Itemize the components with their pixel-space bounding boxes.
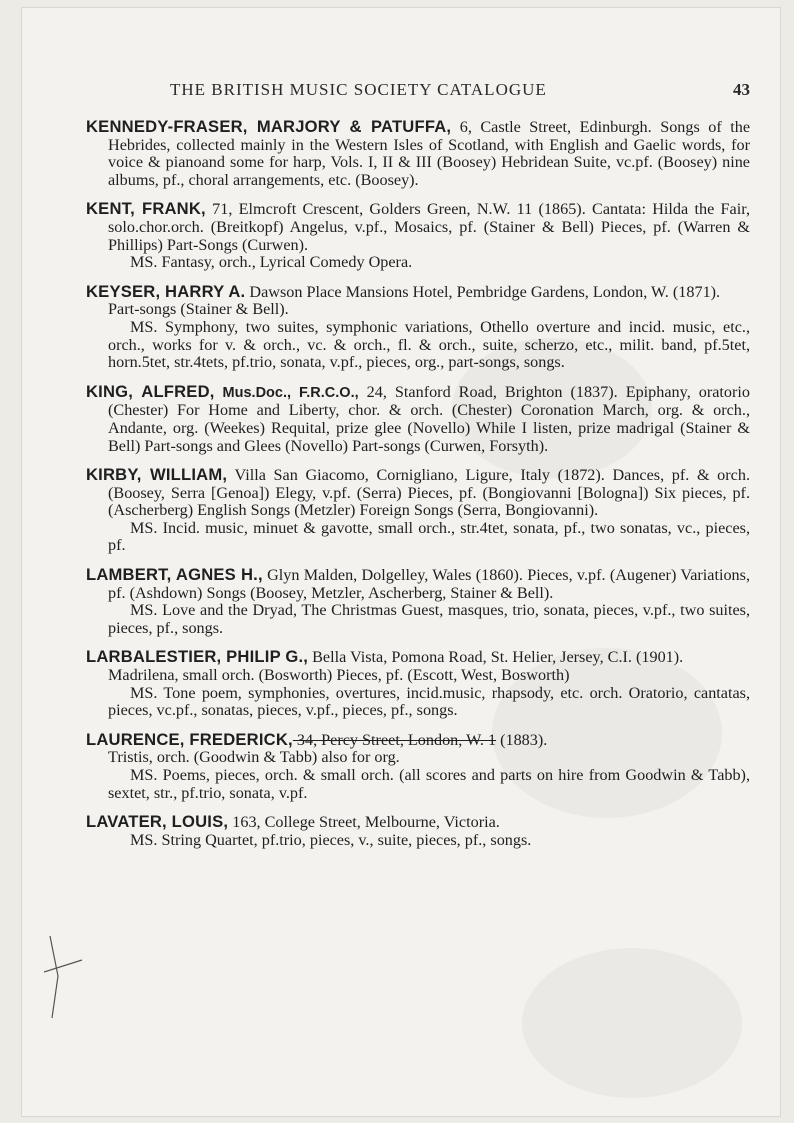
published-works: Tristis, orch. (Goodwin & Tabb) also for org. xyxy=(108,748,400,767)
entry-larbalestier xyxy=(86,648,750,719)
manuscript-works: MS. Fantasy, orch., Lyrical Comedy Opera. xyxy=(130,253,413,272)
manuscript-works: MS. Poems, pieces, orch. & small orch. (all scores and parts on hire from Goodwin & Tabb), sextet, str., pf.trio, sonata, v.pf. xyxy=(108,766,750,802)
entry-keyser xyxy=(86,283,750,372)
entry-king xyxy=(86,383,750,455)
manuscript-works: MS. Tone poem, symphonies, overtures, incid.music, rhapsody, etc. orch. Oratorio, cantatas, pieces, vc.pf., sonatas, pieces, v.pf., pieces, pf., songs. xyxy=(108,683,750,720)
published-works: Part-songs (Stainer & Bell). xyxy=(108,300,289,319)
pencil-mark-icon xyxy=(44,932,84,1022)
composer-name: LAVATER, LOUIS, xyxy=(86,812,229,832)
composer-name: LAURENCE, FREDERICK, xyxy=(86,729,293,749)
composer-address: 6, Castle Street, Edinburgh. xyxy=(451,118,652,136)
struck-address: 34, Percy Street, London, W. 1 xyxy=(292,730,497,749)
composer-credentials: Mus.Doc., F.R.C.O., xyxy=(214,384,359,401)
entry-lavater xyxy=(86,813,750,849)
composer-address: Villa San Giacomo, Cornigliano, Ligure, Italy (1872). xyxy=(227,466,605,485)
composer-address: (1883). xyxy=(496,730,548,749)
catalogue-title: THE BRITISH MUSIC SOCIETY CATALOGUE xyxy=(170,80,547,99)
composer-name: KIRBY, WILLIAM, xyxy=(86,465,228,485)
running-header xyxy=(170,80,750,100)
composer-name: KENNEDY-FRASER, MARJORY & PATUFFA, xyxy=(86,117,452,136)
entry-kirby xyxy=(86,466,750,555)
composer-name: LARBALESTIER, PHILIP G., xyxy=(86,647,309,667)
entry-laurence xyxy=(86,731,750,802)
entry-kent xyxy=(86,200,750,271)
published-works: Pieces, v.pf. (Augener) Variations, pf. (Ashdown) Songs (Boosey, Metzler, Ascherberg, Stainer & Bell). xyxy=(108,566,750,602)
composer-address: Bella Vista, Pomona Road, St. Helier, Jersey, C.I. (1901). xyxy=(308,648,684,667)
manuscript-works: MS. Symphony, two suites, symphonic variations, Othello overture and incid. music, etc., orch., works for v. & orch., vc. & orch., fl. & orch., suite, scherzo, etc., milit. band, pf.5tet, horn.5tet, str.4tets, pf.trio, sonata, v.pf., pieces, org., part-songs, songs. xyxy=(108,317,750,372)
composer-name: LAMBERT, AGNES H., xyxy=(86,565,263,585)
published-works: Songs of the Hebrides, collected mainly in the Western Isles of Scotland, with English and Gaelic words, for voice & pianoand some for harp, Vols. I, II & III (Boosey) Hebridean Suite, vc.pf. (Boosey) nine albums, pf., choral arrangements, etc. (Boosey). xyxy=(108,118,751,189)
published-works: Cantata: Hilda the Fair, solo.chor.orch. (Breitkopf) Angelus, v.pf., Mosaics, pf. (Stainer & Bell) Pieces, pf. (Warren & Phillips) Part-Songs (Curwen). xyxy=(108,200,751,254)
entry-lambert xyxy=(86,566,750,637)
manuscript-works: MS. Incid. music, minuet & gavotte, small orch., str.4tet, sonata, pf., two sonatas, vc., pieces, pf. xyxy=(108,518,750,555)
composer-address: Glyn Malden, Dolgelley, Wales (1860). xyxy=(262,566,523,585)
composer-name: KENT, FRANK, xyxy=(86,199,206,219)
entry-kennedy-fraser xyxy=(86,118,750,189)
composer-address: 163, College Street, Melbourne, Victoria. xyxy=(228,813,500,832)
manuscript-works: MS. Love and the Dryad, The Christmas Guest, masques, trio, sonata, pieces, v.pf., two suites, pieces, pf., songs. xyxy=(108,601,750,637)
composer-address: 71, Elmcroft Crescent, Golders Green, N.W. 11 (1865). xyxy=(205,200,586,219)
published-works: Dances, pf. & orch. (Boosey, Serra [Genoa]) Elegy, v.pf. (Serra) Pieces, pf. (Bongiovanni [Bologna]) Six pieces, pf. (Ascherberg) English Songs (Metzler) Foreign Songs (Serra, Bongiovanni). xyxy=(108,466,750,520)
composer-address: Dawson Place Mansions Hotel, Pembridge Gardens, London, W. (1871). xyxy=(245,282,721,301)
manuscript-works: MS. String Quartet, pf.trio, pieces, v., suite, pieces, pf., songs. xyxy=(130,830,532,849)
composer-name: KING, ALFRED, xyxy=(86,381,215,401)
published-works: Madrilena, small orch. (Bosworth) Pieces, pf. (Escott, West, Bosworth) xyxy=(108,666,570,685)
published-works: Epiphany, oratorio (Chester) For Home and Liberty, chor. & orch. (Chester) Coronation March, org. & orch., Andante, org. (Weekes) Requital, prize glee (Novello) While I listen, prize madrigal (Stainer & Bell) Part-songs and Glees (Novello) Part-songs (Curwen, Forsyth). xyxy=(108,382,750,455)
composer-name: KEYSER, HARRY A. xyxy=(86,281,246,301)
page-number: 43 xyxy=(733,80,750,99)
composer-address: 24, Stanford Road, Brighton (1837). xyxy=(358,382,618,401)
catalogue-entries xyxy=(86,118,750,860)
